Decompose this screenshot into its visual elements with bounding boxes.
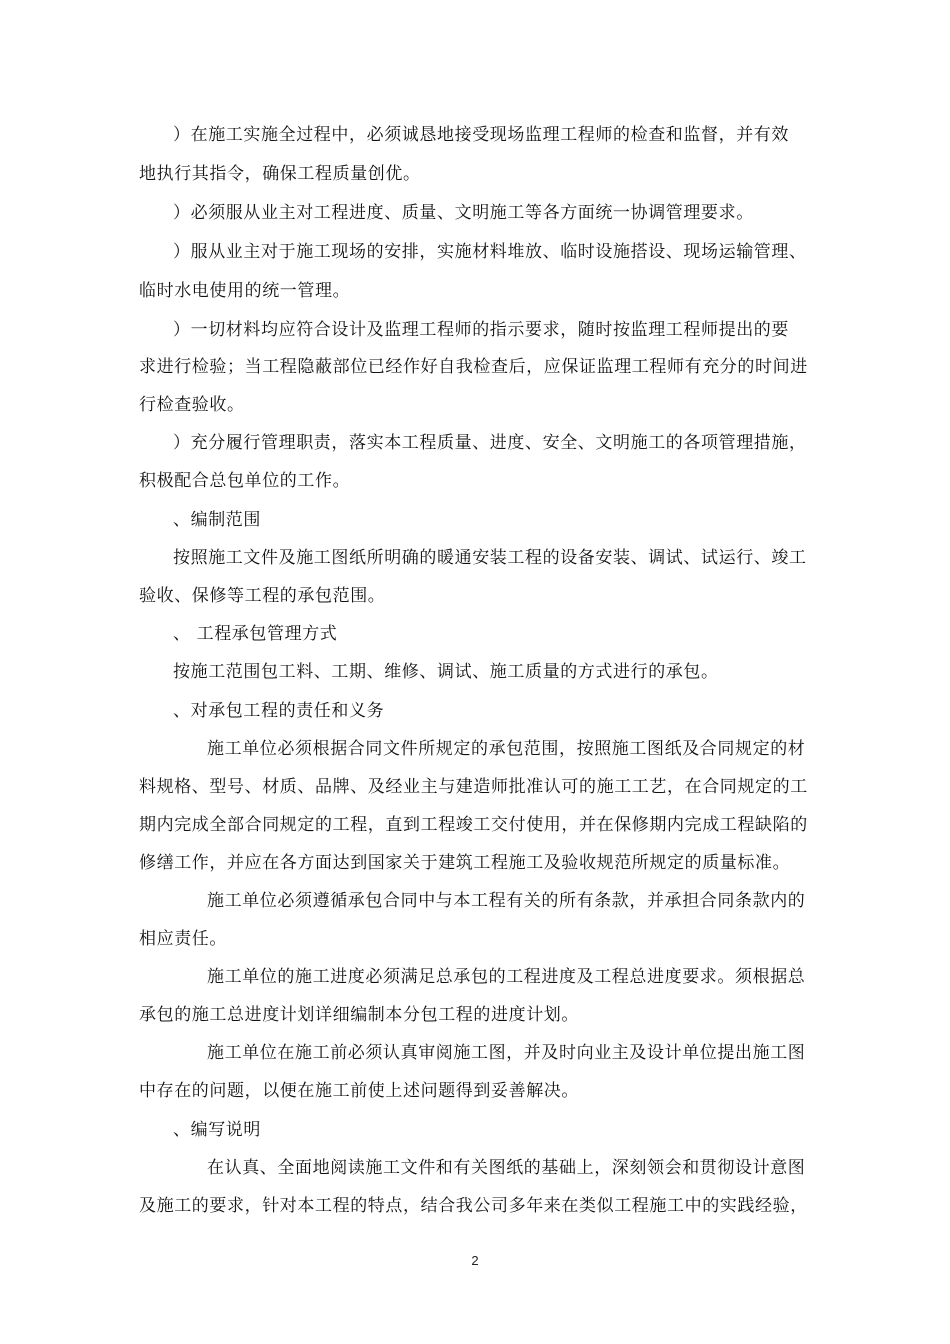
paragraph-line: 施工单位在施工前必须认真审阅施工图，并及时向业主及设计单位提出施工图 — [207, 1043, 806, 1063]
paragraph-line: ）必须服从业主对工程进度、质量、文明施工等各方面统一协调管理要求。 — [173, 203, 754, 223]
section-heading: 、 工程承包管理方式 — [173, 624, 338, 644]
paragraph-line: 地执行其指令，确保工程质量创优。 — [139, 164, 421, 184]
section-heading: 、对承包工程的责任和义务 — [173, 701, 385, 721]
paragraph-line: 施工单位必须遵循承包合同中与本工程有关的所有条款，并承担合同条款内的 — [207, 891, 806, 911]
paragraph-line: 中存在的问题，以便在施工前使上述问题得到妥善解决。 — [139, 1081, 579, 1101]
section-heading: 、编制范围 — [173, 510, 261, 530]
paragraph-line: ）服从业主对于施工现场的安排，实施材料堆放、临时设施搭设、现场运输管理、 — [173, 242, 807, 262]
paragraph-line: 求进行检验；当工程隐蔽部位已经作好自我检查后，应保证监理工程师有充分的时间进 — [139, 357, 808, 377]
paragraph-line: ）充分履行管理职责，落实本工程质量、进度、安全、文明施工的各项管理措施， — [173, 433, 807, 453]
paragraph-line: 临时水电使用的统一管理。 — [139, 281, 351, 301]
paragraph-line: 相应责任。 — [139, 929, 227, 949]
paragraph-line: 施工单位的施工进度必须满足总承包的工程进度及工程总进度要求。须根据总 — [207, 967, 806, 987]
paragraph-line: 验收、保修等工程的承包范围。 — [139, 586, 386, 606]
paragraph-line: 按施工范围包工料、工期、维修、调试、施工质量的方式进行的承包。 — [173, 662, 719, 682]
section-heading: 、编写说明 — [173, 1120, 261, 1140]
paragraph-line: 积极配合总包单位的工作。 — [139, 471, 351, 491]
paragraph-line: ）一切材料均应符合设计及监理工程师的指示要求，随时按监理工程师提出的要 — [173, 320, 789, 340]
paragraph-line: 修缮工作，并应在各方面达到国家关于建筑工程施工及验收规范所规定的质量标准。 — [139, 853, 791, 873]
paragraph-line: ）在施工实施全过程中，必须诚恳地接受现场监理工程师的检查和监督，并有效 — [173, 125, 789, 145]
paragraph-line: 料规格、型号、材质、品牌、及经业主与建造师批准认可的施工工艺，在合同规定的工 — [139, 777, 808, 797]
paragraph-line: 期内完成全部合同规定的工程，直到工程竣工交付使用，并在保修期内完成工程缺陷的 — [139, 815, 808, 835]
paragraph-line: 在认真、全面地阅读施工文件和有关图纸的基础上，深刻领会和贯彻设计意图 — [207, 1158, 806, 1178]
paragraph-line: 承包的施工总进度计划详细编制本分包工程的进度计划。 — [139, 1005, 579, 1025]
paragraph-line: 行检查验收。 — [139, 395, 245, 415]
page-number: 2 — [471, 1253, 479, 1268]
paragraph-line: 及施工的要求，针对本工程的特点，结合我公司多年来在类似工程施工中的实践经验， — [139, 1196, 808, 1216]
paragraph-line: 按照施工文件及施工图纸所明确的暖通安装工程的设备安装、调试、试运行、竣工 — [173, 548, 807, 568]
paragraph-line: 施工单位必须根据合同文件所规定的承包范围，按照施工图纸及合同规定的材 — [207, 739, 806, 759]
